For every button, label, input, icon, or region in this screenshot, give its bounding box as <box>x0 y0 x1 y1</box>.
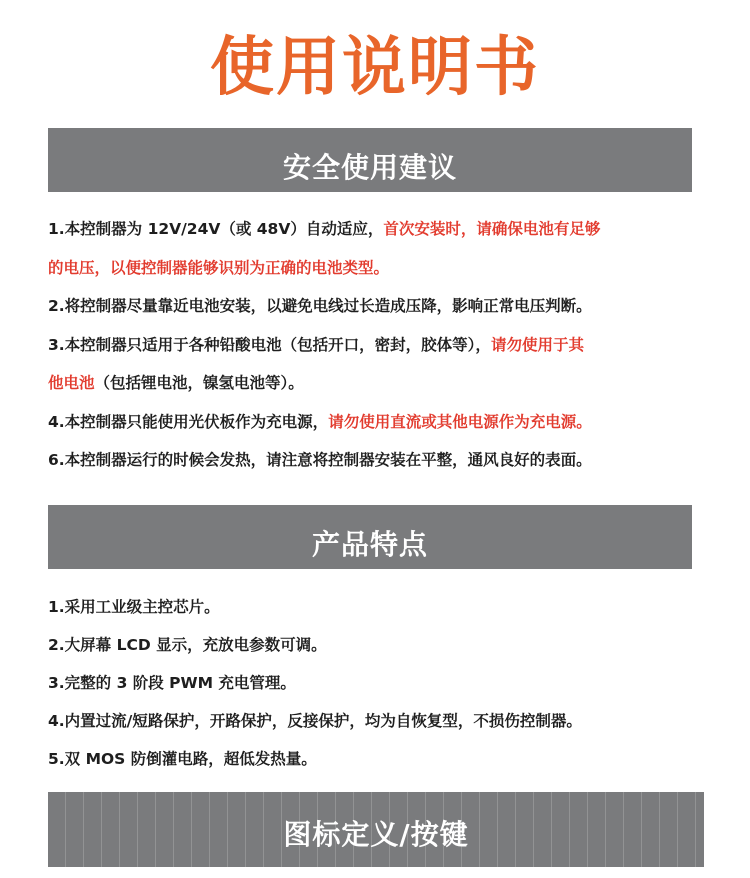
list-item: 4.内置过流/短路保护，开路保护，反接保护，均为自恢复型，不损伤控制器。 <box>48 712 582 730</box>
section-heading-icons: 图标定义/按键 <box>48 792 704 867</box>
section-heading-features: 产品特点 <box>48 505 692 569</box>
list-item: 3.本控制器只适用于各种铅酸电池（包括开口，密封，胶体等），请勿使用于其 <box>48 335 584 354</box>
list-item: 2.大屏幕 LCD 显示，充放电参数可调。 <box>48 636 327 654</box>
list-item: 6.本控制器运行的时候会发热，请注意将控制器安装在平整，通风良好的表面。 <box>48 451 592 469</box>
list-item: 2.将控制器尽量靠近电池安装，以避免电线过长造成压降，影响正常电压判断。 <box>48 297 592 315</box>
list-item: 5.双 MOS 防倒灌电路，超低发热量。 <box>48 750 317 768</box>
safety-list <box>48 210 708 480</box>
list-item: 1.本控制器为 12V/24V（或 48V）自动适应，首次安装时，请确保电池有足够 <box>48 220 601 238</box>
features-list <box>48 588 708 778</box>
list-item: 1.采用工业级主控芯片。 <box>48 598 220 616</box>
list-item: 他电池（包括锂电池，镍氢电池等）。 <box>48 374 304 392</box>
section-heading-safety: 安全使用建议 <box>48 128 692 192</box>
list-item: 3.完整的 3 阶段 PWM 充电管理。 <box>48 674 296 692</box>
list-item: 4.本控制器只能使用光伏板作为充电源，请勿使用直流或其他电源作为充电源。 <box>48 412 592 431</box>
list-item: 的电压，以便控制器能够识别为正确的电池类型。 <box>48 258 390 277</box>
page-title: 使用说明书 <box>210 31 540 105</box>
